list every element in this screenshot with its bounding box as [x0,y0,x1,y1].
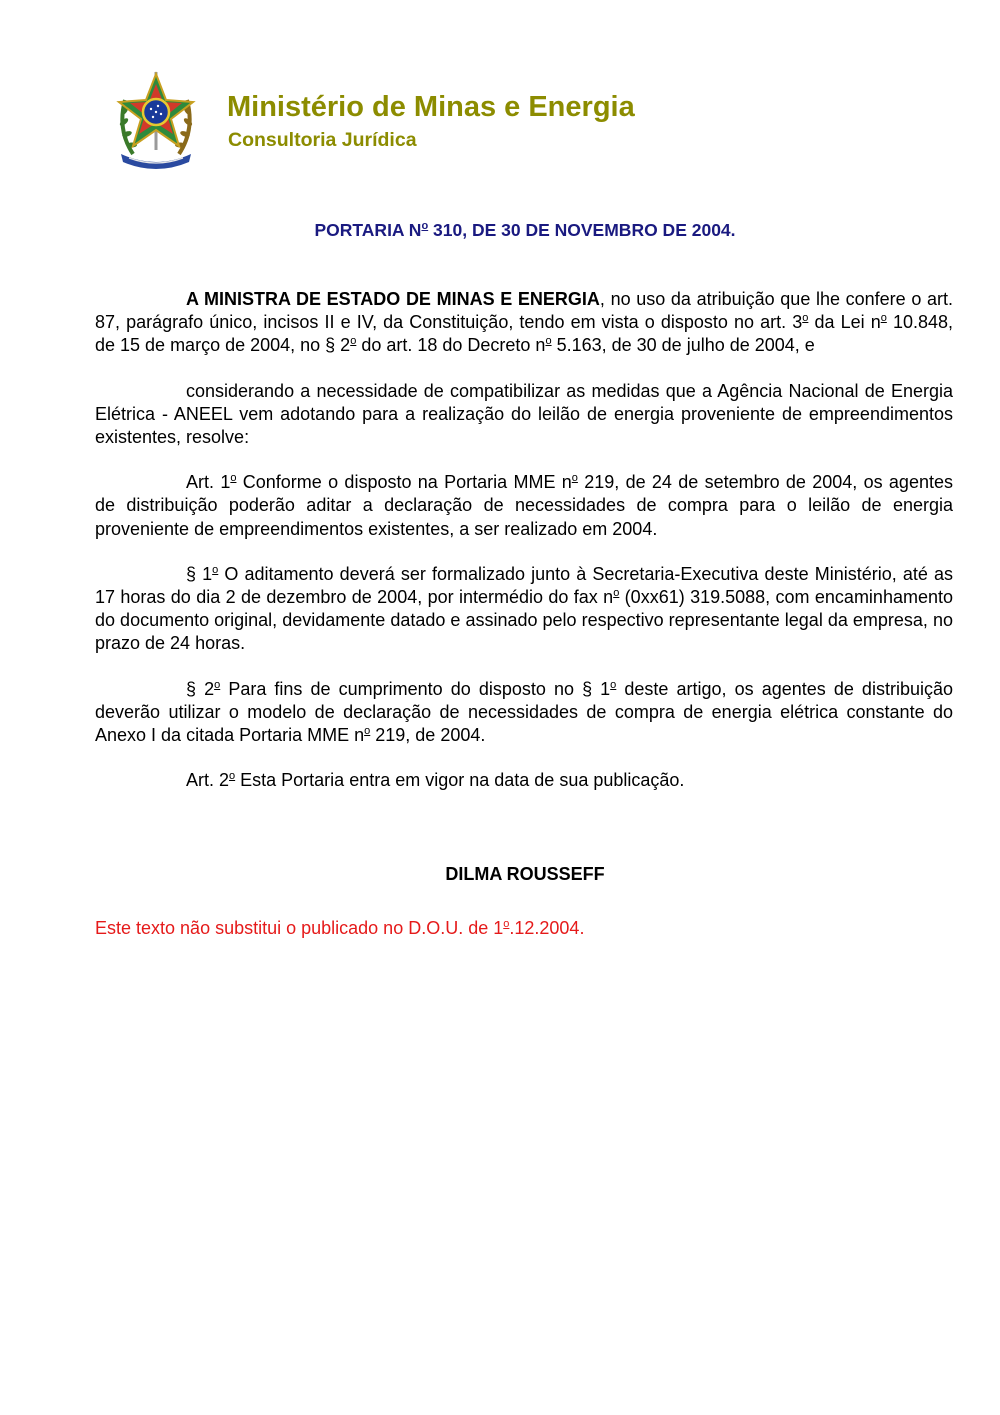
text-run: Este texto não substitui o publicado no D.O.U. de 1 [95,918,504,938]
ordinal-marker: o [212,563,219,576]
portaria-heading-part: PORTARIA N [314,220,422,240]
text-run: .12.2004. [509,918,585,938]
ordinal-marker: o [503,918,510,930]
paragraph-art-2 [95,769,953,792]
disclaimer-note [95,918,584,939]
text-run: 219, de 2004. [370,725,486,746]
paragraph-preamble [95,288,953,358]
paragraph-considerando: considerando a necessidade de compatibilizar as medidas que a Agência Nacional de Energia Elétrica - ANEEL vem adotando para a realização do leilão de energia proveniente de empreendimentos existentes, resolve: [95,380,953,448]
ordinal-marker: o [545,335,552,348]
ordinal-marker: o [421,220,429,232]
ordinal-marker: o [229,770,236,783]
paragraph-art-1 [95,471,953,541]
minister-title: A MINISTRA DE ESTADO DE MINAS E ENERGIA [186,289,600,309]
text-run: 5.163, de 30 de julho de 2004, e [551,335,815,356]
document-body [95,288,953,792]
text-run: deste artigo, os agentes de distribuição deverão utilizar o modelo de declaração de necessidades de compra de energia elétrica constante do Anexo I da citada Portaria MME n [95,678,953,746]
signature: DILMA ROUSSEFF [445,864,605,884]
ordinal-marker: o [610,678,617,691]
ordinal-marker: o [364,725,371,738]
ordinal-marker: o [214,678,221,691]
coat-of-arms-of-brazil-icon [113,70,199,170]
ordinal-marker: o [880,312,887,325]
text-run: 219, de 24 de setembro de 2004, os agentes de distribuição poderão aditar a declaração de necessidades de compra para o leilão de energia proveniente de empreendimentos existentes, a ser realizado em 2004. [95,472,953,539]
text-run: , no uso da atribuição que lhe confere o art. 87, parágrafo único, incisos II e IV, da Constituição, tendo em vista o disposto no art. 3 [95,289,954,333]
text-run: (0xx61) 319.5088, com encaminhamento do documento original, devidamente datado e assinado pelo respectivo representante legal da empresa, no prazo de 24 horas. [95,587,953,654]
ordinal-marker: o [613,587,620,600]
ordinal-marker: o [571,472,578,485]
text-run: Para fins de cumprimento do disposto no § 1 [220,678,611,699]
text-run: § 1 [186,563,213,584]
text-run: O aditamento deverá ser formalizado junto à Secretaria-Executiva deste Ministério, até as 17 horas do dia 2 de dezembro de 2004, por intermédio do fax n [95,563,953,608]
header-title: Ministério de Minas e Energia [227,91,635,123]
portaria-heading-part: 310, DE 30 DE NOVEMBRO DE 2004. [428,220,736,240]
text-run: § 2 [186,678,215,699]
text-run: da Lei n [808,312,881,333]
text-run: Art. 2 [186,770,230,791]
portaria-heading [0,220,1000,241]
paragraph-art-1-par-1 [95,563,953,656]
ordinal-marker: o [802,312,809,325]
ordinal-marker: o [350,335,357,348]
header-subtitle: Consultoria Jurídica [228,129,417,151]
text-run: do art. 18 do Decreto n [356,335,546,356]
text-run: Conforme o disposto na Portaria MME n [236,472,572,493]
text-run: Esta Portaria entra em vigor na data de sua publicação. [235,770,685,791]
text-run: 10.848, de 15 de março de 2004, no § 2 [95,312,953,356]
paragraph-art-1-par-2 [95,678,953,748]
text-run: Art. 1 [186,472,231,493]
ordinal-marker: o [230,472,237,485]
